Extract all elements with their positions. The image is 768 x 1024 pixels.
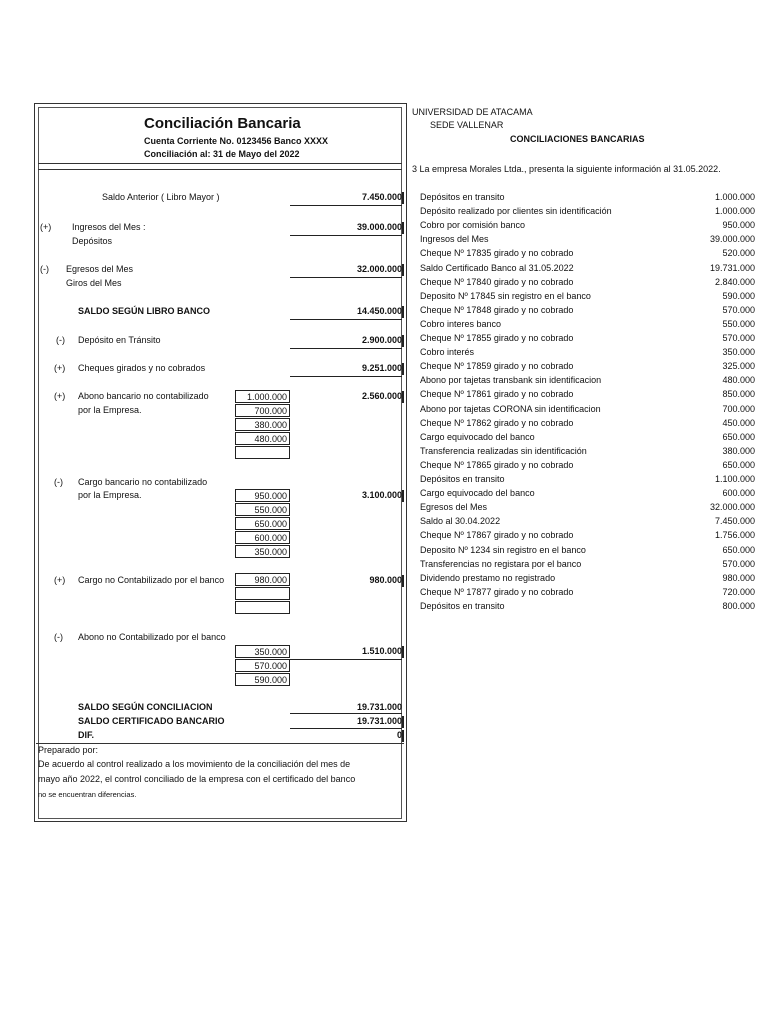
dif-value: 0 xyxy=(396,730,402,740)
date-line: Conciliación al: 31 de Mayo del 2022 xyxy=(144,149,300,159)
list-item-description: Cheque Nº 17840 girado y no cobrado xyxy=(420,276,574,287)
value-tick xyxy=(402,716,404,728)
cargo-nc-value: 980.000 xyxy=(369,575,402,585)
list-item xyxy=(420,375,755,389)
list-item-description: Cargo equivocado del banco xyxy=(420,488,535,499)
plus-sign: (+) xyxy=(54,391,66,401)
list-item-amount: 650.000 xyxy=(722,544,755,555)
list-item-description: Cheque Nº 17855 girado y no cobrado xyxy=(420,333,574,343)
list-item xyxy=(420,559,755,573)
value-tick xyxy=(402,730,404,742)
list-item-amount: 19.731.000 xyxy=(709,262,755,273)
list-item-amount: 550.000 xyxy=(722,318,755,329)
list-item xyxy=(420,220,755,234)
list-item-amount: 7.450.000 xyxy=(714,516,755,527)
underline xyxy=(290,235,402,236)
list-item-amount: 980.000 xyxy=(722,572,755,583)
list-item-amount: 1.000.000 xyxy=(714,192,755,202)
value-tick xyxy=(402,222,404,234)
list-item xyxy=(420,206,755,220)
list-item-amount: 325.000 xyxy=(722,361,755,372)
list-item xyxy=(420,404,755,418)
list-item-description: Deposito Nº 17845 sin registro en el banco xyxy=(420,290,591,301)
saldo-libro-value: 14.450.000 xyxy=(356,306,402,316)
underline xyxy=(290,728,402,729)
list-item-amount: 32.000.000 xyxy=(709,502,755,513)
minus-sign: (-) xyxy=(40,264,49,274)
list-item xyxy=(420,361,755,375)
footer-divider xyxy=(36,743,404,744)
cargo-item: 550.000 xyxy=(235,503,290,516)
list-item-description: Transferencia realizadas sin identificación xyxy=(420,445,587,456)
cargo-item: 600.000 xyxy=(235,531,290,544)
list-item xyxy=(420,319,755,333)
note-line-3: no se encuentran diferencias. xyxy=(38,790,137,799)
list-item-amount: 520.000 xyxy=(722,248,755,259)
list-item xyxy=(420,601,755,615)
list-item-amount: 590.000 xyxy=(722,290,755,301)
section-title: CONCILIACIONES BANCARIAS xyxy=(510,134,645,144)
list-item-description: Cheque Nº 17835 girado y no cobrado xyxy=(420,248,574,259)
saldo-anterior-value: 7.450.000 xyxy=(361,192,402,202)
account-line: Cuenta Corriente No. 0123456 Banco XXXX xyxy=(144,136,329,146)
abono-value: 2.560.000 xyxy=(361,391,402,401)
list-item-description: Egresos del Mes xyxy=(420,502,488,513)
abono-nc-item: 350.000 xyxy=(235,645,290,658)
list-item xyxy=(420,277,755,291)
list-item-amount: 570.000 xyxy=(722,333,755,343)
list-item xyxy=(420,502,755,516)
list-item-amount: 950.000 xyxy=(722,220,755,231)
list-item xyxy=(420,333,755,347)
problem-statement: 3 La empresa Morales Ltda., presenta la siguiente información al 31.05.2022. xyxy=(412,164,721,174)
underline xyxy=(290,713,402,714)
list-item xyxy=(420,305,755,319)
egresos-label: Egresos del Mes xyxy=(66,264,134,274)
underline xyxy=(290,205,402,206)
list-item-description: Cobro interés xyxy=(420,347,475,358)
underline xyxy=(290,376,402,377)
list-item xyxy=(420,418,755,432)
note-line-2: mayo año 2022, el control conciliado de la empresa con el certificado del banco xyxy=(38,774,356,784)
value-tick xyxy=(402,335,404,347)
list-item-description: Depósitos en transito xyxy=(420,192,505,202)
header-divider xyxy=(38,163,402,164)
list-item xyxy=(420,263,755,277)
value-tick xyxy=(402,306,404,318)
list-item-description: Cheque Nº 17862 girado y no cobrado xyxy=(420,417,574,428)
list-item-description: Cobro interes banco xyxy=(420,318,502,329)
list-item xyxy=(420,291,755,305)
list-item-description: Saldo al 30.04.2022 xyxy=(420,516,501,527)
prepared-by: Preparado por: xyxy=(38,745,99,755)
list-item-description: Depósito realizado por clientes sin identificación xyxy=(420,206,612,217)
list-item-amount: 600.000 xyxy=(722,488,755,499)
cargo-nc-item xyxy=(235,587,290,600)
list-item-description: Cargo equivocado del banco xyxy=(420,431,535,442)
list-item-description: Cheque Nº 17865 girado y no cobrado xyxy=(420,459,574,470)
value-tick xyxy=(402,575,404,587)
list-item-amount: 350.000 xyxy=(722,347,755,358)
giros-label: Giros del Mes xyxy=(66,278,122,288)
list-item-amount: 1.756.000 xyxy=(714,530,755,541)
cheques-label: Cheques girados y no cobrados xyxy=(78,363,206,373)
value-tick xyxy=(402,264,404,276)
cargo-nc-item: 980.000 xyxy=(235,573,290,586)
depositos-label: Depósitos xyxy=(72,236,113,246)
list-item-description: Cheque Nº 17867 girado y no cobrado xyxy=(420,530,574,541)
page-title: Conciliación Bancaria xyxy=(144,115,301,132)
list-item xyxy=(420,573,755,587)
deposito-transito-label: Depósito en Tránsito xyxy=(78,335,161,345)
list-item-description: Depósitos en transito xyxy=(420,474,505,484)
list-item xyxy=(420,587,755,601)
value-tick xyxy=(402,391,404,403)
list-item-description: Cheque Nº 17848 girado y no cobrado xyxy=(420,304,574,315)
list-item xyxy=(420,234,755,248)
list-item xyxy=(420,432,755,446)
cargo-nc-item xyxy=(235,601,290,614)
abono-label-2: por la Empresa. xyxy=(78,405,142,415)
saldo-conciliacion-label: SALDO SEGÚN CONCILIACION xyxy=(78,702,213,712)
list-item-description: Cheque Nº 17859 girado y no cobrado xyxy=(420,361,574,372)
abono-item: 1.000.000 xyxy=(235,390,290,403)
list-item-description: Cheque Nº 17861 girado y no cobrado xyxy=(420,389,574,400)
saldo-anterior-label: Saldo Anterior ( Libro Mayor ) xyxy=(102,192,220,202)
cargo-value: 3.100.000 xyxy=(361,490,402,500)
list-item-amount: 850.000 xyxy=(722,389,755,400)
list-item-amount: 1.100.000 xyxy=(714,474,755,484)
list-item-amount: 450.000 xyxy=(722,417,755,428)
list-item xyxy=(420,347,755,361)
ingresos-label: Ingresos del Mes : xyxy=(72,222,146,232)
cargo-nc-label: Cargo no Contabilizado por el banco xyxy=(78,575,225,585)
list-item-amount: 570.000 xyxy=(722,304,755,315)
list-item-description: Deposito Nº 1234 sin registro en el banco xyxy=(420,544,586,555)
list-item xyxy=(420,530,755,544)
list-item-amount: 720.000 xyxy=(722,586,755,597)
list-item xyxy=(420,545,755,559)
deposito-transito-value: 2.900.000 xyxy=(361,335,402,345)
list-item xyxy=(420,488,755,502)
list-item-amount: 800.000 xyxy=(722,600,755,611)
cheques-value: 9.251.000 xyxy=(361,363,402,373)
saldo-certificado-value: 19.731.000 xyxy=(356,716,402,726)
list-item-amount: 39.000.000 xyxy=(709,234,755,245)
value-tick xyxy=(402,363,404,375)
list-item-amount: 1.000.000 xyxy=(714,206,755,217)
plus-sign: (+) xyxy=(54,363,66,373)
cargo-label-1: Cargo bancario no contabilizado xyxy=(78,477,208,487)
list-item-amount: 570.000 xyxy=(722,558,755,569)
list-item xyxy=(420,192,755,206)
minus-sign: (-) xyxy=(54,477,63,487)
list-item-description: Depósitos en transito xyxy=(420,600,505,611)
abono-item: 480.000 xyxy=(235,432,290,445)
saldo-certificado-label: SALDO CERTIFICADO BANCARIO xyxy=(78,716,225,726)
cargo-item: 950.000 xyxy=(235,489,290,502)
abono-item: 380.000 xyxy=(235,418,290,431)
campus-name: SEDE VALLENAR xyxy=(430,120,504,130)
abono-item: 700.000 xyxy=(235,404,290,417)
list-item-description: Cobro por comisión banco xyxy=(420,220,526,231)
list-item-description: Transferencias no registara por el banco xyxy=(420,558,582,569)
value-tick xyxy=(402,192,404,204)
list-item xyxy=(420,248,755,262)
list-item-amount: 2.840.000 xyxy=(714,276,755,287)
value-tick xyxy=(402,646,404,658)
saldo-libro-label: SALDO SEGÚN LIBRO BANCO xyxy=(78,306,211,316)
abono-nc-label: Abono no Contabilizado por el banco xyxy=(78,632,226,642)
saldo-conciliacion-value: 19.731.000 xyxy=(356,702,402,712)
transaction-list xyxy=(420,192,755,622)
list-item-amount: 650.000 xyxy=(722,431,755,442)
list-item xyxy=(420,446,755,460)
cargo-label-2: por la Empresa. xyxy=(78,490,142,500)
dif-label: DIF. xyxy=(78,730,95,740)
list-item xyxy=(420,474,755,488)
list-item-amount: 380.000 xyxy=(722,445,755,456)
underline xyxy=(290,319,402,320)
university-name: UNIVERSIDAD DE ATACAMA xyxy=(412,107,533,117)
minus-sign: (-) xyxy=(56,335,65,345)
list-item-description: Abono por tajetas transbank sin identificacion xyxy=(420,375,602,386)
abono-nc-item: 590.000 xyxy=(235,673,290,686)
list-item-description: Cheque Nº 17877 girado y no cobrado xyxy=(420,586,574,597)
cargo-item: 350.000 xyxy=(235,545,290,558)
abono-label-1: Abono bancario no contabilizado xyxy=(78,391,209,401)
underline xyxy=(290,348,402,349)
list-item-amount: 650.000 xyxy=(722,459,755,470)
list-item xyxy=(420,389,755,403)
list-item-description: Dividendo prestamo no registrado xyxy=(420,572,556,583)
cargo-item: 650.000 xyxy=(235,517,290,530)
egresos-value: 32.000.000 xyxy=(356,264,402,274)
list-item-amount: 480.000 xyxy=(722,375,755,386)
abono-nc-value: 1.510.000 xyxy=(361,646,402,656)
list-item-description: Saldo Certificado Banco al 31.05.2022 xyxy=(420,262,574,273)
plus-sign: (+) xyxy=(54,575,66,585)
list-item-description: Ingresos del Mes xyxy=(420,234,489,245)
underline xyxy=(290,277,402,278)
underline xyxy=(290,659,402,660)
list-item xyxy=(420,460,755,474)
note-line-1: De acuerdo al control realizado a los movimiento de la conciliación del mes de xyxy=(38,759,351,769)
minus-sign: (-) xyxy=(54,632,63,642)
value-tick xyxy=(402,490,404,502)
header-divider-2 xyxy=(38,169,402,170)
abono-item xyxy=(235,446,290,459)
list-item-description: Abono por tajetas CORONA sin identificacion xyxy=(420,403,601,414)
list-item xyxy=(420,516,755,530)
plus-sign: (+) xyxy=(40,222,52,232)
ingresos-value: 39.000.000 xyxy=(356,222,402,232)
list-item-amount: 700.000 xyxy=(722,403,755,414)
abono-nc-item: 570.000 xyxy=(235,659,290,672)
